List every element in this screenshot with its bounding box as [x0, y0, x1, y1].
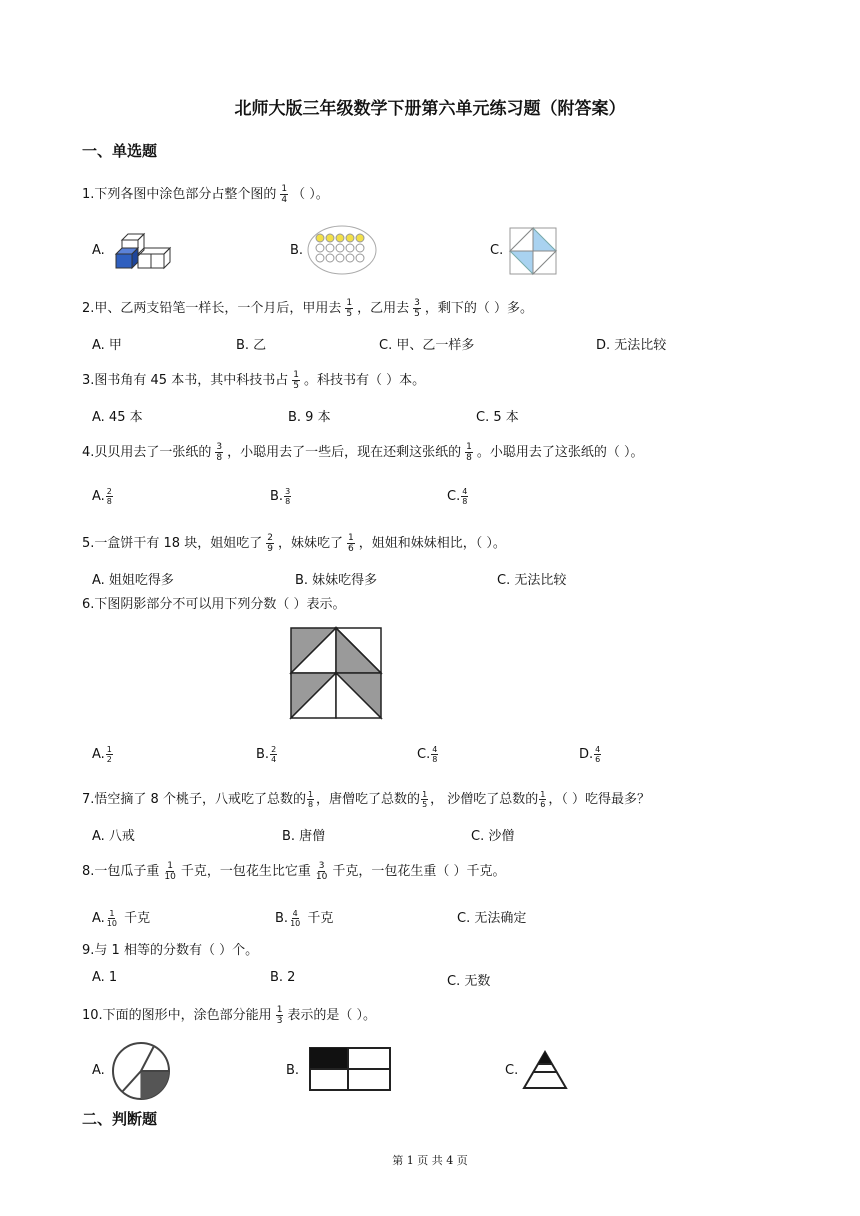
fraction: $\frac{2}{9}$ — [267, 533, 273, 554]
question-text: 。小聪用去了这张纸的（ ）。 — [476, 445, 644, 460]
option-a: A. 八戒 — [92, 829, 135, 844]
option-c: C. 无法确定 — [457, 911, 527, 926]
question-text: ，姐姐和妹妹相比，（ ）。 — [358, 536, 506, 551]
question-text: ，（ ）吃得最多？ — [548, 792, 651, 807]
option-b: B. $\frac{4}{10}$ 千克 — [275, 909, 334, 928]
fraction: $\frac{1}{6}$ — [347, 533, 354, 554]
question-10 — [82, 1005, 376, 1026]
question-text: 10.下面的图形中，涂色部分能用 — [82, 1008, 272, 1023]
question-text: ，乙用去 — [357, 301, 410, 316]
option-a: A. 姐姐吃得多 — [92, 573, 174, 588]
question-text: 千克，一包花生重（ ）千克。 — [332, 864, 506, 879]
question-3 — [82, 370, 425, 391]
question-text: 8.一包瓜子重 — [82, 864, 160, 879]
option-c: C. 沙僧 — [471, 829, 515, 844]
fraction: $\frac{1}{4}$ — [281, 184, 288, 205]
question-1 — [82, 184, 329, 205]
fraction: $\frac{1}{6}$ — [540, 790, 546, 809]
question-text: 3.图书角有 45 本书，其中科技书占 — [82, 373, 289, 388]
question-8 — [82, 861, 505, 882]
option-a-label: A. — [92, 1063, 105, 1078]
option-a-label: A. — [92, 243, 105, 258]
question-6 — [82, 596, 346, 614]
option-a: A. $\frac{2}{8}$ — [92, 487, 112, 506]
fraction: $\frac{1}{5}$ — [346, 298, 353, 319]
question-text: 6.下图阴影部分不可以用下列分数（ ）表示。 — [82, 597, 346, 612]
option-a: A. 1 — [92, 970, 118, 985]
question-5 — [82, 533, 506, 554]
question-text: 1.下列各图中涂色部分占整个图的 — [82, 187, 277, 202]
shaded-square-figure — [289, 626, 383, 720]
option-c: C. 5 本 — [476, 410, 519, 425]
option-a: A. $\frac{1}{2}$ — [92, 745, 112, 764]
question-text: ，唐僧吃了总数的 — [316, 792, 421, 807]
option-a: A. $\frac{1}{10}$ 千克 — [92, 909, 151, 928]
fraction: $\frac{1}{10}$ — [164, 861, 176, 882]
option-b: B. $\frac{2}{4}$ — [256, 745, 277, 764]
page-title: 北师大版三年级数学下册第六单元练习题（附答案） — [234, 99, 626, 119]
question-text: （ ）。 — [292, 187, 329, 202]
cubes-figure — [114, 232, 172, 270]
section-heading-true-false: 二、判断题 — [82, 1110, 158, 1128]
question-text: 4.贝贝用去了一张纸的 — [82, 445, 212, 460]
question-text: 。科技书有（ ）本。 — [303, 373, 426, 388]
option-b-label: B. — [290, 243, 304, 258]
option-b: B. $\frac{3}{8}$ — [270, 487, 291, 506]
question-text: 5.一盒饼干有 18 块，姐姐吃了 — [82, 536, 263, 551]
option-c: C. 无法比较 — [497, 573, 567, 588]
question-text: 表示的是（ ）。 — [287, 1008, 377, 1023]
question-text: ，小聪用去了一些后，现在还剩这张纸的 — [227, 445, 462, 460]
option-c-label: C. — [490, 243, 504, 258]
balls-oval-figure — [306, 224, 378, 276]
fraction: $\frac{1}{3}$ — [276, 1005, 283, 1026]
option-b: B. 9 本 — [288, 410, 331, 425]
option-a: A. 45 本 — [92, 410, 143, 425]
question-text: 2.甲、乙两支铅笔一样长，一个月后，甲用去 — [82, 301, 342, 316]
question-text: 7.悟空摘了 8 个桃子，八戒吃了总数的 — [82, 792, 306, 807]
question-7 — [82, 790, 650, 809]
option-c: C. 无数 — [447, 974, 491, 989]
question-text: ， 沙僧吃了总数的 — [430, 792, 539, 807]
option-b: B. 唐僧 — [282, 829, 326, 844]
option-a: A. 甲 — [92, 338, 122, 353]
question-text: 千克，一包花生比它重 — [180, 864, 311, 879]
option-d: D. $\frac{4}{6}$ — [579, 745, 601, 764]
option-b: B. 乙 — [236, 338, 267, 353]
fraction: $\frac{3}{8}$ — [216, 442, 223, 463]
option-d: D. 无法比较 — [596, 338, 667, 353]
question-4 — [82, 442, 644, 463]
option-c-label: C. — [505, 1063, 519, 1078]
page-footer: 第 1 页 共 4 页 — [392, 1154, 468, 1167]
triangle-figure — [522, 1050, 568, 1090]
divided-rectangle-figure — [308, 1046, 392, 1092]
question-text: ，妹妹吃了 — [277, 536, 343, 551]
pie-circle-figure — [110, 1040, 172, 1102]
question-text: ，剩下的（ ）多。 — [424, 301, 534, 316]
option-c: C. $\frac{4}{8}$ — [417, 745, 438, 764]
square-diamond-figure — [508, 226, 558, 276]
question-text: 9.与 1 相等的分数有（ ）个。 — [82, 943, 259, 958]
option-b: B. 2 — [270, 970, 296, 985]
fraction: $\frac{1}{5}$ — [422, 790, 428, 809]
fraction: $\frac{3}{5}$ — [414, 298, 420, 319]
fraction: $\frac{3}{10}$ — [315, 861, 328, 882]
option-c: C. 甲、乙一样多 — [379, 338, 475, 353]
fraction: $\frac{1}{8}$ — [466, 442, 472, 463]
section-heading-single-choice: 一、单选题 — [82, 142, 158, 160]
question-9 — [82, 942, 258, 960]
option-b: B. 妹妹吃得多 — [295, 573, 378, 588]
option-b-label: B. — [286, 1063, 300, 1078]
fraction: $\frac{1}{5}$ — [293, 370, 299, 391]
fraction: $\frac{1}{8}$ — [307, 790, 314, 809]
question-2 — [82, 298, 533, 319]
option-c: C. $\frac{4}{8}$ — [447, 487, 468, 506]
